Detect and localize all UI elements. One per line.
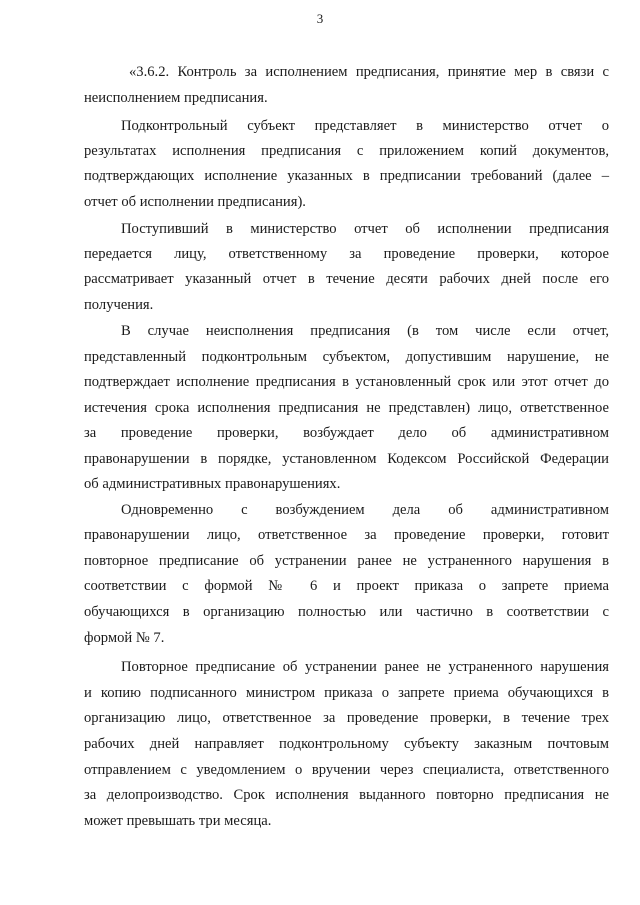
text-line: Поступивший в министерство отчет об исполнении предписания	[121, 221, 609, 237]
page-number: 3	[316, 11, 324, 26]
text-line: за проведение проверки, возбуждает дело об административном	[84, 425, 609, 441]
text-line: «3.6.2. Контроль за исполнением предписания, принятие мер в связи с	[129, 64, 609, 80]
text-line: Повторное предписание об устранении ранее не устраненного нарушения	[121, 659, 609, 675]
text-line: подтверждает исполнение предписания в установленный срок или этот отчет до	[84, 374, 609, 390]
text-line: В случае неисполнения предписания (в том числе если отчет,	[121, 323, 609, 339]
text-line: подтверждающих исполнение указанных в предписании требований (далее –	[84, 168, 609, 184]
text-line: может превышать три месяца.	[84, 813, 272, 829]
text-line: организацию лицо, ответственное за проведение проверки, в течение трех	[84, 710, 609, 726]
text-line: отправлением с уведомлением о вручении через специалиста, ответственного	[84, 762, 609, 778]
text-line: Подконтрольный субъект представляет в министерство отчет о	[121, 118, 609, 134]
text-line: формой № 7.	[84, 630, 165, 646]
text-line: рабочих дней направляет подконтрольному субъекту заказным почтовым	[84, 736, 609, 752]
text-line: правонарушении в порядке, установленном Кодексом Российской Федерации	[84, 451, 609, 467]
text-line: повторное предписание об устранении ранее не устраненного нарушения в	[84, 553, 609, 569]
text-line: получения.	[84, 297, 154, 313]
text-line: об административных правонарушениях.	[84, 476, 341, 492]
text-line: правонарушении лицо, ответственное за проведение проверки, готовит	[84, 527, 609, 543]
text-line: и копию подписанного министром приказа о запрете приема обучающихся в	[84, 685, 609, 701]
text-line: результатах исполнения предписания с приложением копий документов,	[84, 143, 609, 159]
text-line: неисполнением предписания.	[84, 90, 268, 106]
text-line: рассматривает указанный отчет в течение десяти рабочих дней после его	[84, 271, 609, 287]
text-line: истечения срока исполнения предписания не представлен) лицо, ответственное	[84, 400, 609, 416]
text-line: обучающихся в организацию полностью или частично в соответствии с	[84, 604, 609, 620]
text-line: отчет об исполнении предписания).	[84, 194, 306, 210]
text-line: соответствии с формой № 6 и проект приказа о запрете приема	[84, 578, 609, 594]
text-line: Одновременно с возбуждением дела об административном	[121, 502, 609, 518]
text-line: за делопроизводство. Срок исполнения выданного повторно предписания не	[84, 787, 609, 803]
text-line: представленный подконтрольным субъектом, допустившим нарушение, не	[84, 349, 609, 365]
text-line: передается лицу, ответственному за проведение проверки, которое	[84, 246, 609, 262]
